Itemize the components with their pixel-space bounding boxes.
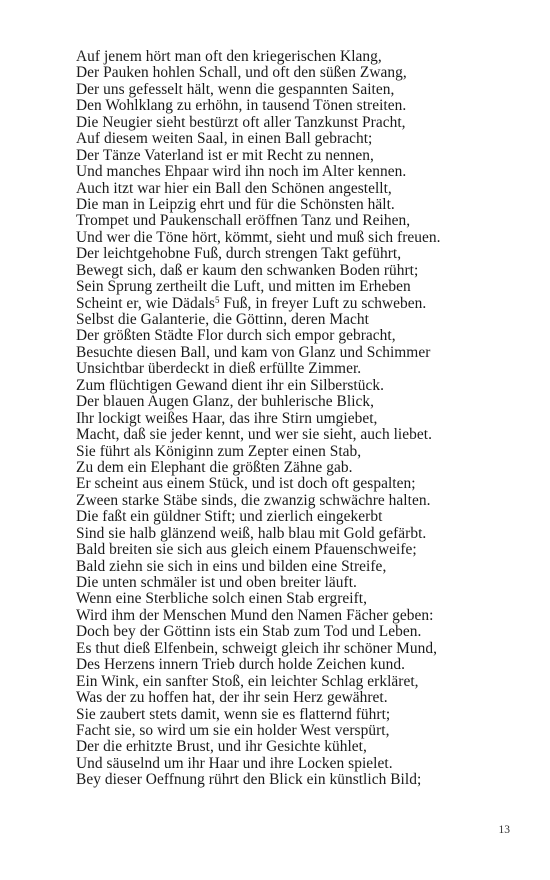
poem-line: Und wer die Töne hört, kömmt, sieht und muß sich freuen. [76, 228, 441, 246]
poem-line: Der leichtgehobne Fuß, durch strengen Takt geführt, [76, 245, 402, 263]
poem-line: Sie führt als Königinn zum Zepter einen Stab, [76, 442, 362, 460]
poem-line: Der uns gefesselt hält, wenn die gespannten Saiten, [76, 80, 395, 98]
poem-line: Zu dem ein Elephant die größten Zähne gab. [76, 458, 353, 476]
poem-line: Der Tänze Vaterland ist er mit Recht zu nennen, [76, 146, 374, 164]
poem-line: Bald ziehn sie sich in eins und bilden eine Streife, [76, 557, 387, 575]
poem-line: Der blauen Augen Glanz, der buhlerische Blick, [76, 393, 375, 411]
poem-line: Wenn eine Sterbliche solch einen Stab ergreift, [76, 590, 368, 608]
poem-line: Bald breiten sie sich aus gleich einem Pfauenschweife; [76, 541, 417, 559]
page-number: 13 [498, 824, 510, 836]
poem-line: Der größten Städte Flor durch sich empor gebracht, [76, 327, 396, 345]
poem-text [76, 49, 516, 789]
poem-line: Auch itzt war hier ein Ball den Schönen angestellt, [76, 179, 392, 197]
poem-line: Auf diesem weiten Saal, in einen Ball gebracht; [76, 130, 373, 148]
poem-line: Der Pauken hohlen Schall, und oft den süßen Zwang, [76, 64, 407, 82]
poem-line: Doch bey der Göttinn ists ein Stab zum Tod und Leben. [76, 623, 422, 641]
poem-line: Und säuselnd um ihr Haar und ihre Locken spielet. [76, 754, 393, 772]
poem-line: Zween starke Stäbe sinds, die zwanzig schwächre halten. [76, 491, 431, 509]
poem-line: Des Herzens innern Trieb durch holde Zeichen kund. [76, 656, 406, 674]
poem-line: Was der zu hoffen hat, der ihr sein Herz gewähret. [76, 689, 388, 707]
poem-line: Es thut dieß Elfenbein, schweigt gleich ihr schöner Mund, [76, 639, 438, 657]
poem-line: Ihr lockigt weißes Haar, das ihre Stirn umgiebet, [76, 409, 378, 427]
poem-line: Macht, daß sie jeder kennt, und wer sie sieht, auch liebet. [76, 426, 432, 444]
poem-line: Besuchte diesen Ball, und kam von Glanz und Schimmer [76, 343, 431, 361]
poem-line: Die unten schmäler ist und oben breiter läuft. [76, 574, 357, 591]
poem-line: Die man in Leipzig ehrt und für die Schönsten hält. [76, 195, 395, 213]
poem-line: Bey dieser Oeffnung rührt den Blick ein künstlich Bild; [76, 771, 422, 789]
poem-line: Der die erhitzte Brust, und ihr Gesichte kühlet, [76, 738, 367, 756]
poem-line: Sind sie halb glänzend weiß, halb blau mit Gold gefärbt. [76, 524, 427, 542]
poem-line: Unsichtbar überdeckt in dieß erfüllte Zimmer. [76, 360, 362, 378]
poem-line: Wird ihm der Menschen Mund den Namen Fächer geben: [76, 606, 434, 624]
poem-line: Sein Sprung zertheilt die Luft, und mitten im Erheben [76, 278, 411, 296]
poem-line: Und manches Ehpaar wird ihn noch im Alter kennen. [76, 163, 407, 181]
poem-line: Zum flüchtigen Gewand dient ihr ein Silberstück. [76, 376, 385, 394]
poem-line: Trompet und Paukenschall eröffnen Tanz und Reihen, [76, 212, 411, 230]
poem-line: Bewegt sich, daß er kaum den schwanken Boden rührt; [76, 261, 419, 279]
poem-line [76, 296, 516, 312]
poem-line-text: Fuß, in freyer Luft zu schweben. [219, 294, 427, 312]
poem-line: Selbst die Galanterie, die Göttinn, deren Macht [76, 311, 369, 328]
poem-line: Die Neugier sieht bestürzt oft aller Tanzkunst Pracht, [76, 113, 406, 131]
poem-line: Ein Wink, ein sanfter Stoß, ein leichter Schlag erkläret, [76, 672, 419, 690]
poem-line: Auf jenem hört man oft den kriegerischen Klang, [76, 48, 382, 65]
footnote-marker: 5 [214, 294, 220, 305]
poem-line: Den Wohlklang zu erhöhn, in tausend Tönen streiten. [76, 97, 407, 115]
poem-line-text: Scheint er, wie Dädals [76, 294, 215, 312]
poem-line: Die faßt ein güldner Stift; und zierlich eingekerbt [76, 508, 383, 526]
poem-line: Sie zaubert stets damit, wenn sie es flatternd führt; [76, 705, 391, 723]
poem-line: Er scheint aus einem Stück, und ist doch oft gespalten; [76, 475, 416, 493]
poem-line: Facht sie, so wird um sie ein holder West verspürt, [76, 721, 390, 739]
